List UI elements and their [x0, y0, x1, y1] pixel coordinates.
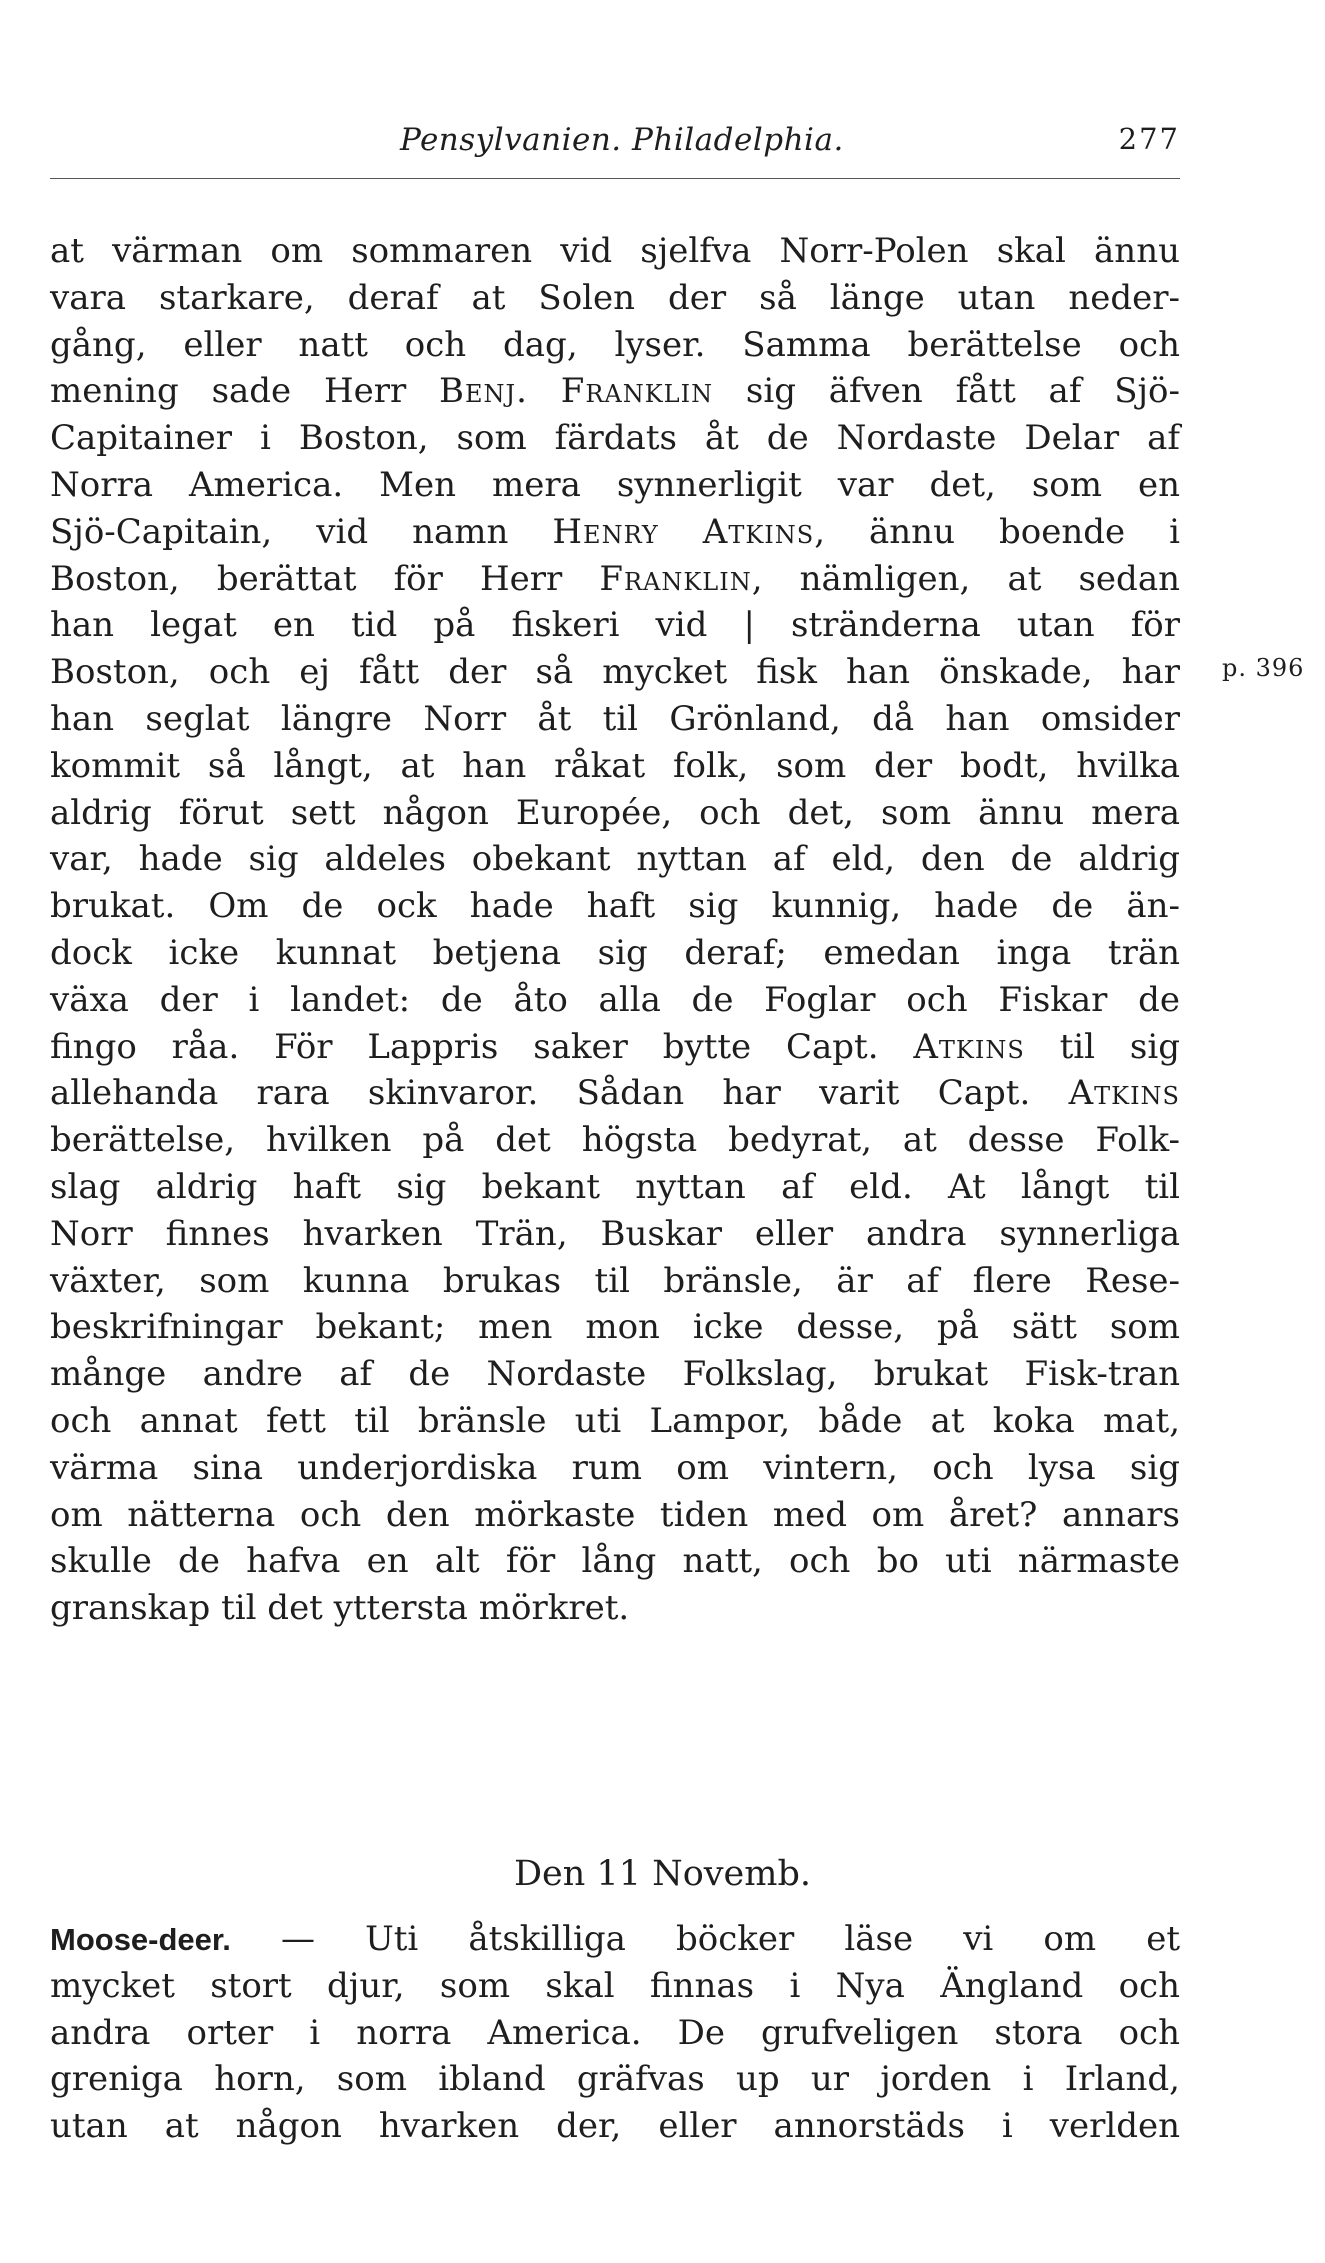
text-line: om nätterna och den mörkaste tiden med om året? annars	[50, 1494, 1180, 1535]
page-header	[50, 122, 1180, 172]
text-line: mening sade Herr Benj. Franklin sig äfven fått af Sjö-	[50, 371, 1180, 412]
small-caps-name: Atkins	[702, 511, 815, 552]
text-line: han legat en tid på fiskeri vid | stränderna utan för	[50, 605, 1180, 646]
text-line: utan at någon hvarken der, eller annorstäds i verlden	[50, 2106, 1180, 2147]
small-caps-name: Franklin	[599, 558, 752, 599]
text-line: allehanda rara skinvaror. Sådan har varit Capt. Atkins	[50, 1073, 1180, 1114]
text-line: Boston, berättat för Herr Franklin, nämligen, at sedan	[50, 558, 1180, 599]
small-caps-name: Benj.	[439, 371, 528, 412]
text-line: — Uti åtskilliga böcker läse vi om et	[230, 1919, 1180, 1959]
date-heading: Den 11 Novemb.	[513, 1854, 811, 1894]
text-line: han seglat längre Norr åt til Grönland, då han omsider	[50, 698, 1180, 739]
text-line: mycket stort djur, som skal finnas i Nya Ängland och	[50, 1965, 1180, 2006]
moose-deer-section	[50, 1916, 1180, 2150]
text-line: slag aldrig haft sig bekant nyttan af eld. At långt til	[50, 1166, 1180, 1207]
small-caps-name: Atkins	[1068, 1073, 1180, 1114]
header-rule	[50, 178, 1180, 179]
text-line: Boston, och ej fått der så mycket fisk han önskade, har	[50, 652, 1180, 693]
text-line: kommit så långt, at han råkat folk, som der bodt, hvilka	[50, 745, 1180, 786]
page-number: 277	[1118, 122, 1180, 156]
text-line: värma sina underjordiska rum om vintern, och lysa sig	[50, 1447, 1180, 1488]
text-line: fingo råa. För Lappris saker bytte Capt. Atkins til sig	[50, 1026, 1180, 1067]
text-line: dock icke kunnat betjena sig deraf; emedan inga trän	[50, 932, 1180, 973]
text-line: at värman om sommaren vid sjelfva Norr-Polen skal ännu	[50, 231, 1180, 271]
text-line: skulle de hafva en alt för lång natt, och bo uti närmaste	[50, 1541, 1180, 1582]
small-caps-name: Atkins	[913, 1026, 1025, 1067]
running-title: Pensylvanien. Philadelphia.	[400, 122, 844, 158]
section-first-line	[50, 1916, 1180, 1963]
text-line: Norra America. Men mera synnerligit var det, som en	[50, 464, 1180, 505]
text-line: var, hade sig aldeles obekant nyttan af eld, den de aldrig	[50, 839, 1180, 880]
text-line: berättelse, hvilken på det högsta bedyrat, at desse Folk-	[50, 1120, 1180, 1161]
text-line: växter, som kunna brukas til bränsle, är af flere Rese-	[50, 1260, 1180, 1301]
text-line: och annat fett til bränsle uti Lampor, både at koka mat,	[50, 1400, 1180, 1441]
text-line: Sjö-Capitain, vid namn Henry Atkins, ännu boende i	[50, 511, 1180, 552]
text-line: beskrifningar bekant; men mon icke desse, på sätt som	[50, 1307, 1180, 1348]
text-line: andra orter i norra America. De grufveligen stora och	[50, 2012, 1180, 2053]
small-caps-name: Franklin	[560, 371, 714, 412]
body-paragraph	[50, 228, 1180, 1632]
text-line: granskap til det yttersta mörkret.	[50, 1588, 630, 1629]
text-line: Norr finnes hvarken Trän, Buskar eller andra synnerliga	[50, 1213, 1180, 1254]
text-line: månge andre af de Nordaste Folkslag, brukat Fisk-tran	[50, 1354, 1180, 1395]
text-line: greniga horn, som ibland gräfvas up ur jorden i Irland,	[50, 2059, 1180, 2100]
margin-page-reference: p. 396	[1222, 654, 1305, 682]
text-line: brukat. Om de ock hade haft sig kunnig, hade de än-	[50, 886, 1180, 927]
side-heading: Moose-deer.	[50, 1922, 231, 1957]
text-line: vara starkare, deraf at Solen der så länge utan neder-	[50, 277, 1180, 318]
text-line: växa der i landet: de åto alla de Foglar och Fiskar de	[50, 979, 1180, 1020]
text-line: gång, eller natt och dag, lyser. Samma berättelse och	[50, 324, 1180, 365]
text-line: Capitainer i Boston, som färdats åt de Nordaste Delar af	[50, 418, 1180, 459]
text-line: aldrig förut sett någon Europée, och det, som ännu mera	[50, 792, 1180, 833]
small-caps-name: Henry	[552, 511, 659, 552]
